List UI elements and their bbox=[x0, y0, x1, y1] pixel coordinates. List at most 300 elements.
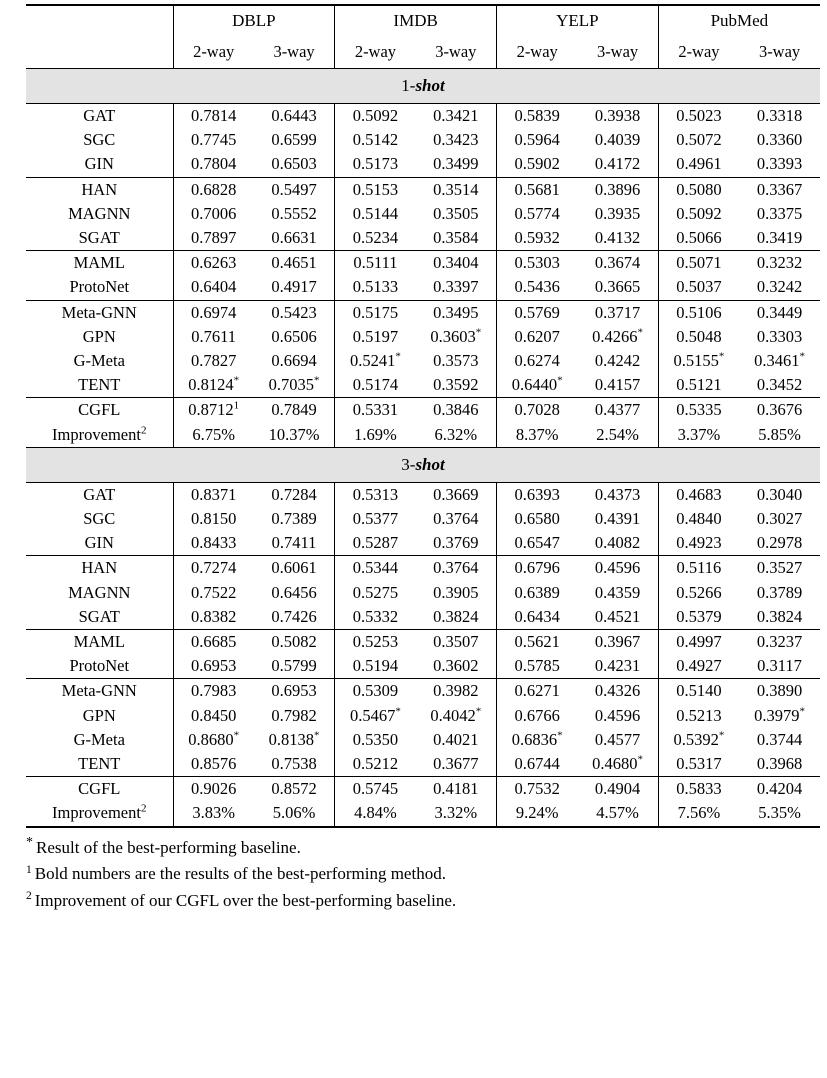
cell-value: 0.3421 bbox=[416, 104, 497, 129]
cell-value: 0.3495 bbox=[416, 300, 497, 325]
table-row bbox=[26, 275, 820, 300]
cell-value: 0.5212 bbox=[335, 752, 416, 777]
cell-value: 0.8680* bbox=[173, 728, 254, 752]
header-empty-cell bbox=[26, 5, 173, 36]
cell-value: 0.5241* bbox=[335, 349, 416, 373]
header-sub-3: 3-way bbox=[435, 42, 477, 61]
row-label-improvement: Improvement$^2$ bbox=[52, 802, 147, 823]
cell-value: 0.6796 bbox=[497, 556, 578, 581]
footnote-1 bbox=[26, 861, 820, 888]
cell-value: 0.6440* bbox=[497, 373, 578, 398]
cell-value: 0.7849 bbox=[254, 398, 335, 423]
cell-value: 0.5153 bbox=[335, 177, 416, 202]
cell-value: 0.5144 bbox=[335, 202, 416, 226]
cell-value: 0.8450 bbox=[173, 704, 254, 728]
cell-value: 0.4997 bbox=[658, 630, 739, 655]
cell-value: 0.4596 bbox=[577, 556, 658, 581]
cell-value: 0.5266 bbox=[658, 581, 739, 605]
cell-value: 0.3117 bbox=[757, 656, 802, 676]
table-figure bbox=[0, 4, 827, 1078]
row-label-sgat: SGAT bbox=[78, 228, 120, 248]
header-group-imdb: IMDB bbox=[335, 5, 497, 36]
cell-value: 0.5317 bbox=[658, 752, 739, 777]
cell-value: 0.5392* bbox=[658, 728, 739, 752]
cell-value: 0.4132 bbox=[594, 228, 641, 248]
cell-value: 0.5072 bbox=[658, 128, 739, 152]
cell-value: 0.4923 bbox=[658, 531, 739, 556]
cell-value: 0.5344 bbox=[335, 556, 416, 581]
header-sub-empty bbox=[26, 36, 173, 69]
cell-value: 0.3237 bbox=[739, 630, 820, 655]
cell-value: 0.7522 bbox=[173, 581, 254, 605]
row-label-magnn: MAGNN bbox=[68, 203, 131, 223]
header-sub-1: 3-way bbox=[273, 42, 315, 61]
cell-value: 0.6974 bbox=[173, 300, 254, 325]
cell-value: 0.3979* bbox=[754, 705, 805, 725]
table-row bbox=[26, 654, 820, 679]
cell-value: 0.5331 bbox=[335, 398, 416, 423]
cell-value: 0.5287 bbox=[335, 531, 416, 556]
header-sub-0: 2-way bbox=[173, 36, 254, 69]
cell-value: 10.37% bbox=[268, 424, 320, 444]
cell-value: 0.5335 bbox=[658, 398, 739, 423]
table-row bbox=[26, 507, 820, 531]
cell-value: 0.6456 bbox=[271, 582, 317, 602]
footnote-text: Bold numbers are the results of the best-performing method. bbox=[34, 864, 446, 884]
row-label-han: HAN bbox=[26, 177, 173, 202]
row-label-sgc: SGC bbox=[83, 509, 116, 529]
cell-value: 0.3669 bbox=[416, 482, 497, 507]
cell-value: 0.3935 bbox=[594, 203, 641, 223]
cell-value: 0.5253 bbox=[335, 630, 416, 655]
cell-value: 0.3242 bbox=[756, 277, 803, 297]
cell-value: 0.4917 bbox=[271, 277, 317, 297]
cell-value: 0.4651 bbox=[254, 251, 335, 276]
cell-value: 0.3789 bbox=[756, 582, 803, 602]
cell-value: 0.4373 bbox=[577, 482, 658, 507]
row-label-maml: MAML bbox=[26, 251, 173, 276]
cell-value: 0.4596 bbox=[594, 705, 641, 725]
cell-value: 3.37% bbox=[658, 423, 739, 448]
row-label-g-meta: G-Meta bbox=[73, 729, 125, 749]
cell-value: 0.4266* bbox=[592, 326, 643, 346]
cell-value: 0.3938 bbox=[577, 104, 658, 129]
cell-value: 0.3769 bbox=[433, 533, 479, 553]
cell-value: 0.5092 bbox=[658, 202, 739, 226]
cell-value: 0.8382 bbox=[173, 605, 254, 630]
table-row bbox=[26, 777, 820, 802]
cell-value: 0.3764 bbox=[416, 556, 497, 581]
cell-value: 0.5116 bbox=[658, 556, 739, 581]
row-label-tent: TENT bbox=[78, 754, 121, 774]
cell-value: 0.6836* bbox=[497, 728, 578, 752]
cell-value: 0.4157 bbox=[594, 375, 641, 395]
cell-value: 0.4377 bbox=[577, 398, 658, 423]
cell-value: 0.5173 bbox=[335, 152, 416, 177]
row-label-cgfl: CGFL bbox=[26, 398, 173, 423]
cell-value: 0.5964 bbox=[497, 128, 578, 152]
cell-value: 0.3584 bbox=[433, 228, 479, 248]
table-row bbox=[26, 581, 820, 605]
cell-value: 0.3824 bbox=[756, 606, 803, 626]
cell-value: 0.3507 bbox=[416, 630, 497, 655]
cell-value: 0.3674 bbox=[577, 251, 658, 276]
cell-value: 0.3499 bbox=[433, 154, 479, 174]
table-row bbox=[26, 251, 820, 276]
footnote-2 bbox=[26, 888, 820, 915]
cell-value: 0.3982 bbox=[416, 679, 497, 704]
cell-value: 0.5785 bbox=[497, 654, 578, 679]
table-row bbox=[26, 630, 820, 655]
cell-value: 0.4904 bbox=[577, 777, 658, 802]
cell-value: 0.4204 bbox=[739, 777, 820, 802]
cell-value: 0.6503 bbox=[271, 154, 317, 174]
cell-value: 7.56% bbox=[658, 801, 739, 825]
cell-value: 0.3824 bbox=[433, 606, 479, 626]
cell-value: 0.6061 bbox=[254, 556, 335, 581]
cell-value: 0.5275 bbox=[335, 581, 416, 605]
cell-value: 0.3592 bbox=[433, 375, 479, 395]
cell-value: 0.5774 bbox=[497, 202, 578, 226]
table-row bbox=[26, 128, 820, 152]
cell-value: 0.3419 bbox=[756, 228, 803, 248]
section-band-0: 1-shot bbox=[26, 69, 820, 104]
row-label-maml: MAML bbox=[26, 630, 173, 655]
row-label-gin: GIN bbox=[84, 154, 114, 174]
cell-value: 0.5037 bbox=[658, 275, 739, 300]
cell-value: 0.7611 bbox=[173, 325, 254, 349]
cell-value: 6.75% bbox=[173, 423, 254, 448]
cell-value: 8.37% bbox=[497, 423, 578, 448]
cell-value: 0.4021 bbox=[433, 729, 479, 749]
table-row bbox=[26, 325, 820, 349]
cell-value: 0.6506 bbox=[271, 326, 317, 346]
header-sub-4: 2-way bbox=[497, 36, 578, 69]
footnote-marker: 1 bbox=[26, 863, 32, 876]
cell-value: 0.6953 bbox=[173, 654, 254, 679]
table-row bbox=[26, 801, 820, 825]
header-group-dblp: DBLP bbox=[173, 5, 335, 36]
table-row bbox=[26, 152, 820, 177]
footnote-text: Improvement of our CGFL over the best-performing baseline. bbox=[34, 890, 457, 910]
cell-value: 0.3905 bbox=[433, 582, 479, 602]
cell-value: 0.5313 bbox=[335, 482, 416, 507]
cell-value: 0.7274 bbox=[173, 556, 254, 581]
cell-value: 0.7538 bbox=[271, 754, 317, 774]
header-sub-2: 2-way bbox=[335, 36, 416, 69]
cell-value: 0.7532 bbox=[497, 777, 578, 802]
footnote-0 bbox=[26, 835, 820, 862]
cell-value: 4.84% bbox=[335, 801, 416, 825]
cell-value: 0.8712$^1$ bbox=[173, 398, 254, 423]
cell-value: 0.8433 bbox=[173, 531, 254, 556]
table-row bbox=[26, 752, 820, 777]
cell-value: 0.6828 bbox=[173, 177, 254, 202]
row-label-g-meta: G-Meta bbox=[73, 351, 125, 371]
cell-value: 0.5174 bbox=[335, 373, 416, 398]
table-row bbox=[26, 556, 820, 581]
cell-value: 0.5799 bbox=[271, 656, 317, 676]
cell-value: 0.8124* bbox=[173, 373, 254, 398]
cell-value: 0.3890 bbox=[739, 679, 820, 704]
table-row bbox=[26, 226, 820, 251]
cell-value: 0.4359 bbox=[594, 582, 641, 602]
cell-value: 0.3676 bbox=[739, 398, 820, 423]
cell-value: 0.6389 bbox=[497, 581, 578, 605]
row-label-meta-gnn: Meta-GNN bbox=[26, 300, 173, 325]
cell-value: 0.5121 bbox=[658, 373, 739, 398]
cell-value: 0.4840 bbox=[658, 507, 739, 531]
cell-value: 0.4521 bbox=[594, 606, 641, 626]
row-label-gat: GAT bbox=[26, 104, 173, 129]
cell-value: 3.83% bbox=[173, 801, 254, 825]
row-label-magnn: MAGNN bbox=[68, 582, 131, 602]
cell-value: 6.32% bbox=[434, 424, 478, 444]
cell-value: 5.85% bbox=[758, 424, 801, 444]
cell-value: 0.4172 bbox=[594, 154, 641, 174]
cell-value: 0.4082 bbox=[594, 533, 641, 553]
cell-value: 0.4683 bbox=[658, 482, 739, 507]
cell-value: 5.35% bbox=[758, 803, 801, 823]
cell-value: 0.5467* bbox=[335, 704, 416, 728]
cell-value: 0.5213 bbox=[658, 704, 739, 728]
row-label-han: HAN bbox=[26, 556, 173, 581]
cell-value: 0.3846 bbox=[416, 398, 497, 423]
cell-value: 0.5175 bbox=[335, 300, 416, 325]
cell-value: 0.8138* bbox=[268, 729, 320, 749]
cell-value: 0.5194 bbox=[335, 654, 416, 679]
cell-value: 0.7804 bbox=[173, 152, 254, 177]
cell-value: 0.3514 bbox=[416, 177, 497, 202]
cell-value: 0.7827 bbox=[173, 349, 254, 373]
cell-value: 0.5681 bbox=[497, 177, 578, 202]
row-label-tent: TENT bbox=[78, 375, 121, 395]
cell-value: 0.3505 bbox=[433, 203, 479, 223]
table-row bbox=[26, 300, 820, 325]
table-row bbox=[26, 704, 820, 728]
footnote-marker: 2 bbox=[26, 890, 32, 903]
table-row bbox=[26, 202, 820, 226]
cell-value: 0.4961 bbox=[658, 152, 739, 177]
cell-value: 0.5436 bbox=[497, 275, 578, 300]
cell-value: 0.6953 bbox=[254, 679, 335, 704]
cell-value: 0.3967 bbox=[577, 630, 658, 655]
cell-value: 0.6443 bbox=[254, 104, 335, 129]
cell-value: 0.5142 bbox=[335, 128, 416, 152]
cell-value: 0.5082 bbox=[254, 630, 335, 655]
header-sub-6: 2-way bbox=[658, 36, 739, 69]
cell-value: 0.8572 bbox=[254, 777, 335, 802]
cell-value: 0.7983 bbox=[173, 679, 254, 704]
cell-value: 0.6263 bbox=[173, 251, 254, 276]
cell-value: 0.3404 bbox=[416, 251, 497, 276]
cell-value: 0.3449 bbox=[739, 300, 820, 325]
row-label-protonet: ProtoNet bbox=[69, 277, 130, 297]
row-label-protonet: ProtoNet bbox=[69, 656, 130, 676]
cell-value: 0.5234 bbox=[335, 226, 416, 251]
cell-value: 0.6547 bbox=[497, 531, 578, 556]
cell-value: 0.5350 bbox=[335, 728, 416, 752]
row-label-cgfl: CGFL bbox=[26, 777, 173, 802]
cell-value: 0.3393 bbox=[756, 154, 803, 174]
table-row bbox=[26, 531, 820, 556]
cell-value: 0.4577 bbox=[594, 729, 641, 749]
cell-value: 0.5023 bbox=[658, 104, 739, 129]
row-label-sgat: SGAT bbox=[78, 606, 120, 626]
cell-value: 0.5902 bbox=[497, 152, 578, 177]
cell-value: 0.4042* bbox=[430, 705, 482, 725]
cell-value: 0.5140 bbox=[658, 679, 739, 704]
cell-value: 0.3452 bbox=[756, 375, 803, 395]
cell-value: 0.5769 bbox=[497, 300, 578, 325]
cell-value: 0.7982 bbox=[271, 705, 317, 725]
cell-value: 5.06% bbox=[272, 803, 316, 823]
cell-value: 0.7035* bbox=[268, 374, 320, 395]
cell-value: 0.7284 bbox=[254, 482, 335, 507]
row-label-sgc: SGC bbox=[83, 130, 116, 150]
cell-value: 0.5197 bbox=[335, 325, 416, 349]
row-label-meta-gnn: Meta-GNN bbox=[26, 679, 173, 704]
footnotes bbox=[26, 835, 820, 915]
cell-value: 0.7897 bbox=[173, 226, 254, 251]
row-label-gpn: GPN bbox=[82, 705, 116, 725]
cell-value: 0.7745 bbox=[173, 128, 254, 152]
cell-value: 0.7411 bbox=[271, 533, 317, 553]
cell-value: 1.69% bbox=[335, 423, 416, 448]
header-group-yelp: YELP bbox=[497, 5, 659, 36]
cell-value: 0.3968 bbox=[756, 754, 803, 774]
cell-value: 0.5111 bbox=[335, 251, 416, 276]
cell-value: 0.6393 bbox=[497, 482, 578, 507]
cell-value: 0.3318 bbox=[739, 104, 820, 129]
cell-value: 0.6694 bbox=[271, 351, 317, 371]
cell-value: 0.5106 bbox=[658, 300, 739, 325]
cell-value: 0.5133 bbox=[335, 275, 416, 300]
cell-value: 0.6274 bbox=[497, 349, 578, 373]
cell-value: 0.6766 bbox=[497, 704, 578, 728]
results-table bbox=[26, 4, 820, 828]
cell-value: 0.3397 bbox=[433, 277, 479, 297]
cell-value: 0.6631 bbox=[271, 228, 317, 248]
header-group-row bbox=[26, 5, 820, 36]
header-group-pubmed: PubMed bbox=[658, 5, 820, 36]
cell-value: 9.24% bbox=[497, 801, 578, 825]
cell-value: 0.4391 bbox=[594, 509, 641, 529]
cell-value: 0.6404 bbox=[173, 275, 254, 300]
cell-value: 0.3677 bbox=[433, 754, 479, 774]
cell-value: 0.5379 bbox=[658, 605, 739, 630]
cell-value: 0.5066 bbox=[658, 226, 739, 251]
cell-value: 0.7028 bbox=[497, 398, 578, 423]
table-row bbox=[26, 728, 820, 752]
cell-value: 0.8150 bbox=[173, 507, 254, 531]
table-row bbox=[26, 373, 820, 398]
cell-value: 0.4326 bbox=[577, 679, 658, 704]
row-label-gat: GAT bbox=[26, 482, 173, 507]
table-row bbox=[26, 349, 820, 373]
cell-value: 0.5552 bbox=[271, 203, 317, 223]
cell-value: 0.4181 bbox=[416, 777, 497, 802]
cell-value: 0.3717 bbox=[577, 300, 658, 325]
section-band-1: 3-shot bbox=[26, 447, 820, 482]
cell-value: 0.3232 bbox=[739, 251, 820, 276]
cell-value: 0.5621 bbox=[497, 630, 578, 655]
footnote-marker: * bbox=[26, 835, 33, 851]
table-row bbox=[26, 423, 820, 448]
cell-value: 0.4680* bbox=[592, 753, 643, 774]
table-row bbox=[26, 104, 820, 129]
footnote-text: Result of the best-performing baseline. bbox=[36, 837, 301, 857]
cell-value: 0.6207 bbox=[497, 325, 578, 349]
cell-value: 0.7814 bbox=[173, 104, 254, 129]
cell-value: 0.4231 bbox=[594, 656, 641, 676]
cell-value: 0.5839 bbox=[497, 104, 578, 129]
cell-value: 0.5092 bbox=[335, 104, 416, 129]
cell-value: 0.4927 bbox=[658, 654, 739, 679]
cell-value: 0.7389 bbox=[271, 509, 317, 529]
cell-value: 0.3573 bbox=[433, 351, 479, 371]
cell-value: 0.3603* bbox=[430, 326, 482, 346]
cell-value: 0.5303 bbox=[497, 251, 578, 276]
cell-value: 0.6434 bbox=[497, 605, 578, 630]
cell-value: 0.4039 bbox=[594, 130, 641, 150]
table-row bbox=[26, 482, 820, 507]
cell-value: 0.3040 bbox=[739, 482, 820, 507]
cell-value: 0.6271 bbox=[497, 679, 578, 704]
table-row bbox=[26, 398, 820, 423]
cell-value: 0.6685 bbox=[173, 630, 254, 655]
header-sub-row bbox=[26, 36, 820, 69]
cell-value: 0.8371 bbox=[173, 482, 254, 507]
cell-value: 2.54% bbox=[596, 424, 639, 444]
cell-value: 0.5048 bbox=[658, 325, 739, 349]
header-sub-5: 3-way bbox=[596, 42, 639, 61]
cell-value: 0.3360 bbox=[756, 130, 803, 150]
cell-value: 0.4242 bbox=[594, 351, 641, 371]
cell-value: 0.5745 bbox=[335, 777, 416, 802]
cell-value: 0.3375 bbox=[756, 203, 803, 223]
table-row bbox=[26, 679, 820, 704]
cell-value: 3.32% bbox=[434, 803, 478, 823]
cell-value: 0.3896 bbox=[577, 177, 658, 202]
cell-value: 0.5497 bbox=[254, 177, 335, 202]
cell-value: 0.2978 bbox=[756, 533, 803, 553]
row-label-gpn: GPN bbox=[82, 326, 116, 346]
cell-value: 0.3602 bbox=[433, 656, 479, 676]
cell-value: 0.5932 bbox=[497, 226, 578, 251]
cell-value: 0.5423 bbox=[254, 300, 335, 325]
cell-value: 0.7006 bbox=[173, 202, 254, 226]
cell-value: 0.3764 bbox=[433, 509, 479, 529]
section-band-row bbox=[26, 69, 820, 104]
table-bottom-rule bbox=[26, 826, 820, 827]
cell-value: 0.6580 bbox=[497, 507, 578, 531]
cell-value: 0.3303 bbox=[756, 326, 803, 346]
cell-value: 0.5080 bbox=[658, 177, 739, 202]
table-row bbox=[26, 605, 820, 630]
cell-value: 0.5309 bbox=[335, 679, 416, 704]
cell-value: 0.6744 bbox=[497, 752, 578, 777]
cell-value: 0.5155* bbox=[658, 349, 739, 373]
row-label-improvement: Improvement$^2$ bbox=[52, 424, 147, 444]
cell-value: 0.3665 bbox=[594, 277, 641, 297]
cell-value: 0.3744 bbox=[756, 729, 803, 749]
table-row bbox=[26, 177, 820, 202]
cell-value: 0.3423 bbox=[433, 130, 479, 150]
cell-value: 0.6599 bbox=[271, 130, 317, 150]
cell-value: 0.5833 bbox=[658, 777, 739, 802]
cell-value: 0.7426 bbox=[271, 606, 317, 626]
